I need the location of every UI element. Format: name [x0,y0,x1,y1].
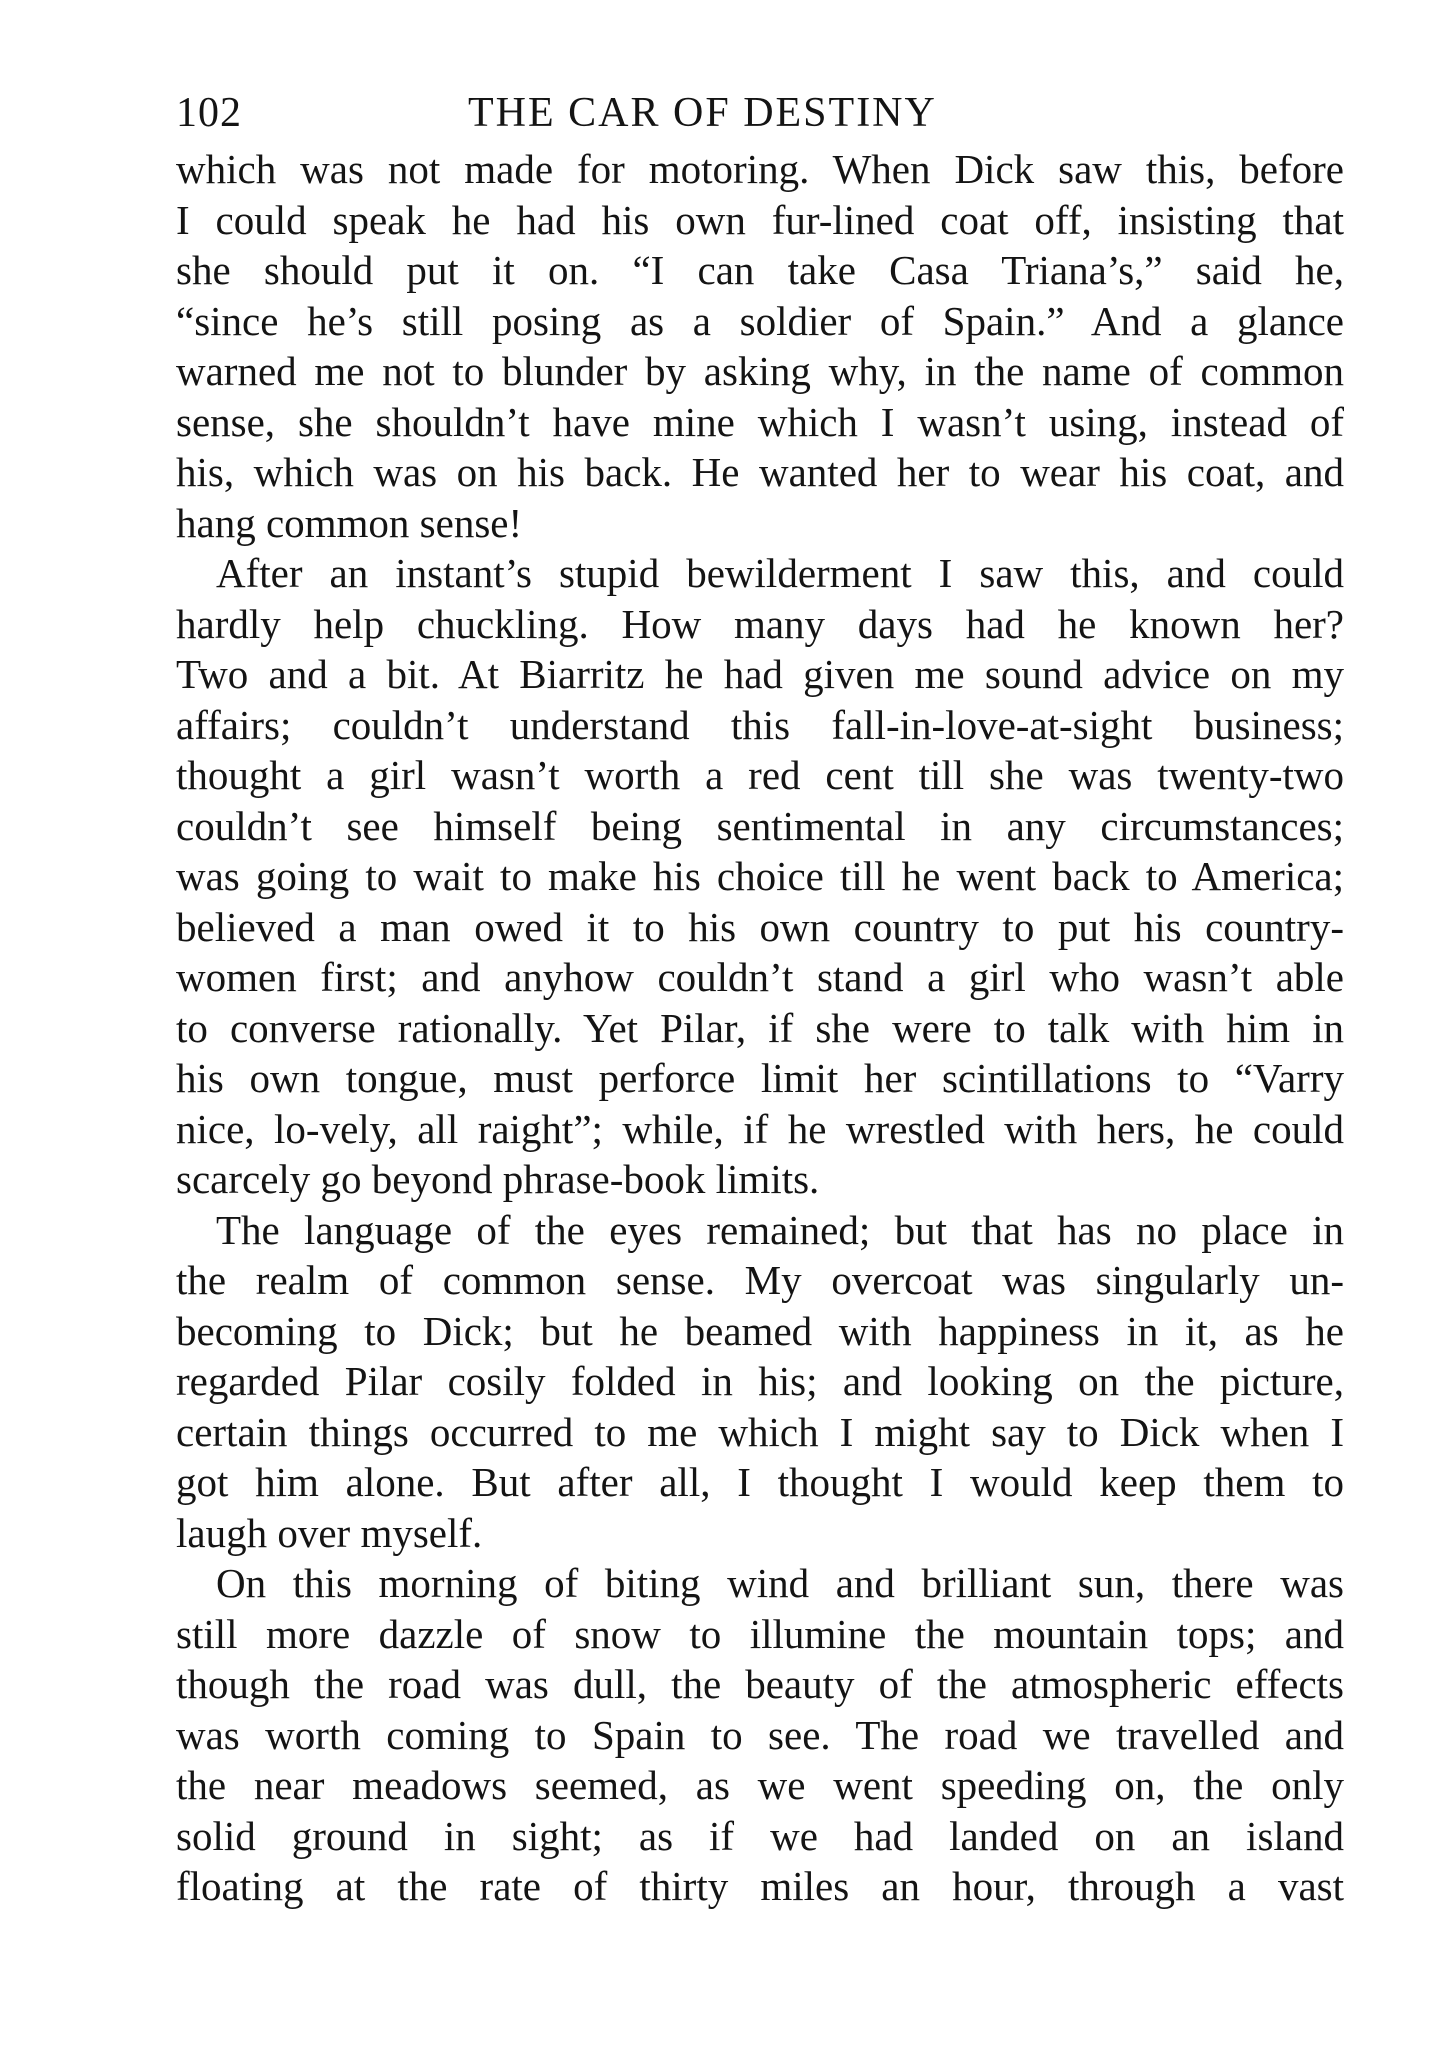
running-title: THE CAR OF DESTINY [468,90,937,136]
paragraph-2 [176,548,1344,1205]
text-line: she should put it on. “I can take Casa Triana’s,” said he, [176,247,1344,293]
text-line: scarcely go beyond phrase-book limits. [176,1156,820,1202]
text-line: solid ground in sight; as if we had landed on an island [176,1812,1344,1859]
text-line: I could speak he had his own fur-lined coat off, insisting that [176,196,1344,243]
paragraph-4 [176,1558,1344,1912]
paragraph-1 [176,144,1344,548]
text-line: becoming to Dick; but he beamed with happiness in it, as he [176,1307,1344,1354]
paragraph-3 [176,1205,1344,1559]
text-line: The language of the eyes remained; but that has no place in [216,1206,1344,1253]
text-line: nice, lo-vely, all raight”; while, if he wrestled with hers, he could [176,1105,1344,1152]
page-number: 102 [176,90,242,136]
text-line: warned me not to blunder by asking why, in the name of common [176,348,1344,394]
text-line: the near meadows seemed, as we went speeding on, the only [176,1762,1344,1808]
text-line: his own tongue, must perforce limit her scintillations to “Varry [176,1055,1344,1101]
text-line: affairs; couldn’t understand this fall-in-love-at-sight business; [176,701,1344,748]
text-line: was going to wait to make his choice till he went back to America; [176,853,1344,899]
text-line: Two and a bit. At Biarritz he had given me sound advice on my [176,651,1344,697]
text-line: still more dazzle of snow to illumine the mountain tops; and [176,1610,1344,1657]
text-line: floating at the rate of thirty miles an hour, through a vast [176,1863,1344,1909]
text-line: got him alone. But after all, I thought I would keep them to [176,1459,1344,1505]
text-line: “since he’s still posing as a soldier of Spain.” And a glance [176,297,1344,344]
running-head [176,88,1344,138]
text-line: hang common sense! [176,499,523,546]
text-line: though the road was dull, the beauty of the atmospheric effects [176,1661,1344,1707]
text-line: certain things occurred to me which I might say to Dick when I [176,1408,1344,1455]
text-line: hardly help chuckling. How many days had he known her? [176,600,1344,647]
text-line: believed a man owed it to his own country to put his country- [176,903,1344,950]
text-line: couldn’t see himself being sentimental in any circumstances; [176,802,1344,849]
text-line: sense, she shouldn’t have mine which I wasn’t using, instead of [176,398,1344,445]
text-line: After an instant’s stupid bewilderment I saw this, and could [216,550,1344,596]
text-line: was worth coming to Spain to see. The road we travelled and [176,1711,1344,1758]
book-page [176,88,1344,1912]
text-line: to converse rationally. Yet Pilar, if she were to talk with him in [176,1004,1344,1051]
text-line: On this morning of biting wind and brilliant sun, there was [216,1560,1344,1606]
text-line: the realm of common sense. My overcoat was singularly un- [176,1257,1344,1303]
text-line: thought a girl wasn’t worth a red cent till she was twenty-two [176,752,1344,798]
text-line: his, which was on his back. He wanted her to wear his coat, and [176,449,1344,495]
text-line: women first; and anyhow couldn’t stand a girl who wasn’t able [176,954,1344,1000]
text-line: regarded Pilar cosily folded in his; and looking on the picture, [176,1358,1344,1404]
text-line: laugh over myself. [176,1509,483,1556]
text-line: which was not made for motoring. When Dick saw this, before [176,146,1344,192]
